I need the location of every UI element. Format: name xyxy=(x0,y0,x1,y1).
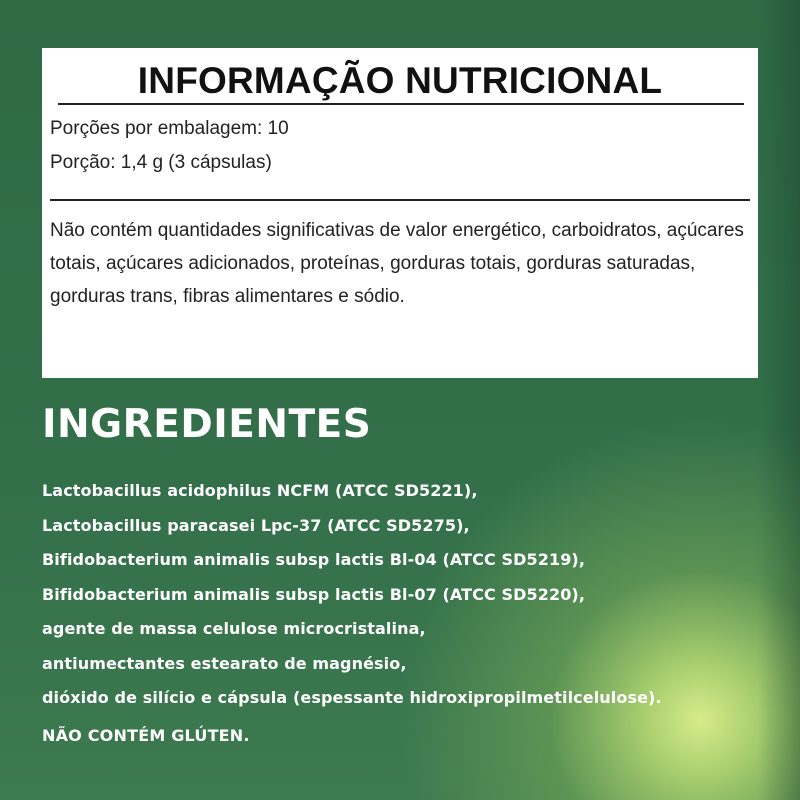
title-divider xyxy=(58,103,744,105)
nutrition-note: Não contém quantidades significativas de valor energético, carboidratos, açúcares totais, açúcares adicionados, proteínas, gorduras totais, gorduras saturadas, gorduras trans, fibras alimentares e sódio. xyxy=(50,220,744,307)
servings-per-package: Porções por embalagem: 10 xyxy=(50,118,289,139)
serving-size: Porção: 1,4 g (3 cápsulas) xyxy=(50,152,272,173)
ingredient-line: Lactobacillus paracasei Lpc-37 (ATCC SD5275), xyxy=(42,515,470,535)
nutrition-title: INFORMAÇÃO NUTRICIONAL xyxy=(137,60,663,101)
nutrition-facts-panel xyxy=(42,48,758,378)
ingredient-line: Lactobacillus acidophilus NCFM (ATCC SD5221), xyxy=(42,481,478,500)
ingredients-list xyxy=(42,474,782,716)
ingredient-line: Bifidobacterium animalis subsp lactis Bl-04 (ATCC SD5219), xyxy=(42,550,586,569)
ingredient-line: antiumectantes estearato de magnésio, xyxy=(42,653,407,673)
ingredient-line: Bifidobacterium animalis subsp lactis Bl-07 (ATCC SD5220), xyxy=(42,584,586,604)
serving-divider xyxy=(50,199,750,201)
ingredient-line: agente de massa celulose microcristalina, xyxy=(42,619,426,638)
gluten-free-notice: NÃO CONTÉM GLÚTEN. xyxy=(42,726,250,745)
ingredient-line: dióxido de silício e cápsula (espessante hidroxipropilmetilcelulose). xyxy=(42,688,662,707)
ingredients-heading: INGREDIENTES xyxy=(42,402,372,447)
